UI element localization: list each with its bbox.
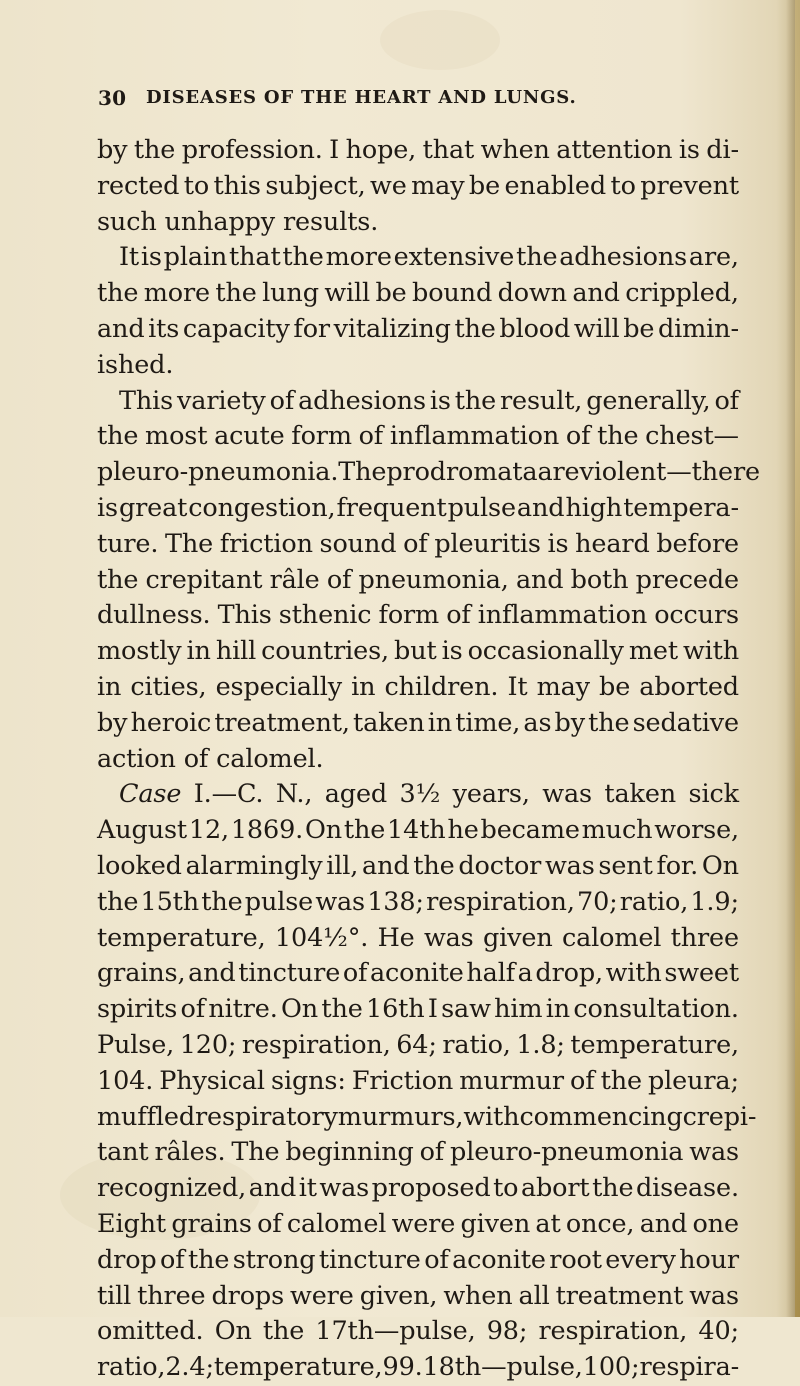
text-line: omitted. On the 17th—pulse, 98; respiration, 40; bbox=[97, 1316, 739, 1347]
text-line: August 12, 1869. On the 14th he became much worse, bbox=[97, 815, 739, 846]
text-line: ratio, 2.4; temperature, 99. 18th—pulse, 100; respira- bbox=[97, 1352, 740, 1383]
text-line: the crepitant râle of pneumonia, and both precede bbox=[97, 564, 739, 595]
page-edge-strip bbox=[795, 0, 800, 1317]
text-line: 104. Physical signs: Friction murmur of the pleura; bbox=[97, 1065, 739, 1096]
text-line: It is plain that the more extensive the adhesions are, bbox=[119, 242, 739, 273]
text-line: mostly in hill countries, but is occasionally met with bbox=[97, 636, 739, 667]
text-line: ture. The friction sound of pleuritis is heard before bbox=[97, 528, 739, 559]
text-line: drop of the strong tincture of aconite root every hour bbox=[97, 1244, 739, 1275]
text-line: and its capacity for vitalizing the blood will be dimin- bbox=[97, 313, 739, 344]
text-line: muffled respiratory murmurs, with commencing crepi- bbox=[97, 1101, 757, 1132]
text-line: pleuro-pneumonia. The prodromata are violent—there bbox=[97, 457, 760, 488]
text-line: action of calomel. bbox=[97, 743, 324, 774]
text-line: the most acute form of inflammation of the chest— bbox=[97, 421, 739, 452]
text-line: looked alarmingly ill, and the doctor was sent for. On bbox=[97, 850, 739, 881]
page-header bbox=[98, 86, 658, 112]
text-line: dullness. This sthenic form of inflammation occurs bbox=[97, 600, 739, 631]
body-text bbox=[97, 133, 760, 1386]
text-line: Case I.—C. N., aged 3½ years, was taken sick bbox=[119, 779, 739, 810]
text-line: rected to this subject, we may be enabled to prevent bbox=[97, 170, 739, 201]
text-line: grains, and tincture of aconite half a drop, with sweet bbox=[97, 958, 739, 989]
page-number: 30 bbox=[98, 86, 127, 110]
text-line: ished. bbox=[97, 349, 174, 380]
paper-stain bbox=[380, 10, 500, 70]
text-line: by the profession. I hope, that when attention is di- bbox=[97, 135, 739, 165]
text-line: by heroic treatment, taken in time, as by the sedative bbox=[97, 707, 739, 738]
text-line: the more the lung will be bound down and crippled, bbox=[97, 278, 739, 309]
text-line: Eight grains of calomel were given at once, and one bbox=[97, 1208, 739, 1239]
text-line: recognized, and it was proposed to abort the disease. bbox=[97, 1173, 739, 1204]
text-line: Pulse, 120; respiration, 64; ratio, 1.8; temperature, bbox=[97, 1029, 739, 1060]
text-line: temperature, 104½°. He was given calomel three bbox=[97, 922, 739, 953]
text-line: spirits of nitre. On the 16th I saw him in consultation. bbox=[97, 994, 739, 1025]
text-line: the 15th the pulse was 138; respiration, 70; ratio, 1.9; bbox=[97, 886, 739, 917]
text-line: such unhappy results. bbox=[97, 206, 379, 237]
text-line: is great congestion, frequent pulse and high tempera- bbox=[97, 492, 739, 523]
text-line: till three drops were given, when all treatment was bbox=[97, 1280, 739, 1311]
text-line: tant râles. The beginning of pleuro-pneumonia was bbox=[97, 1137, 739, 1168]
text-line: in cities, especially in children. It may be aborted bbox=[97, 671, 739, 702]
running-head: DISEASES OF THE HEART AND LUNGS. bbox=[146, 87, 577, 108]
text-line: This variety of adhesions is the result, generally, of bbox=[119, 385, 739, 416]
